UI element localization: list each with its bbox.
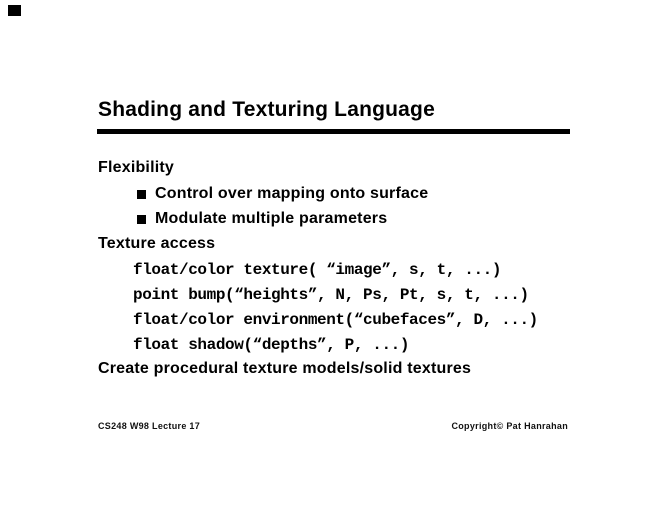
heading-flexibility: Flexibility xyxy=(98,159,174,176)
bullet-item-mapping xyxy=(137,185,428,203)
bullet-square-icon xyxy=(137,190,146,199)
code-line-environment: float/color environment(“cubefaces”, D, ...) xyxy=(133,311,538,329)
title-underline-rule xyxy=(97,129,570,134)
corner-artifact-mark xyxy=(8,5,21,16)
code-line-texture: float/color texture( “image”, s, t, ...) xyxy=(133,261,502,279)
bullet-square-icon xyxy=(137,215,146,224)
slide-title: Shading and Texturing Language xyxy=(98,98,435,121)
bullet-label: Control over mapping onto surface xyxy=(155,185,429,202)
bullet-item-modulate xyxy=(137,210,387,228)
heading-create-procedural: Create procedural texture models/solid textures xyxy=(98,360,472,377)
code-line-bump: point bump(“heights”, N, Ps, Pt, s, t, ...) xyxy=(133,286,529,304)
footer-course-label: CS248 W98 Lecture 17 xyxy=(98,421,201,431)
code-line-shadow: float shadow(“depths”, P, ...) xyxy=(133,336,410,354)
bullet-label: Modulate multiple parameters xyxy=(155,210,388,227)
footer-copyright-label: Copyright© Pat Hanrahan xyxy=(451,421,568,431)
heading-texture-access: Texture access xyxy=(98,235,216,252)
